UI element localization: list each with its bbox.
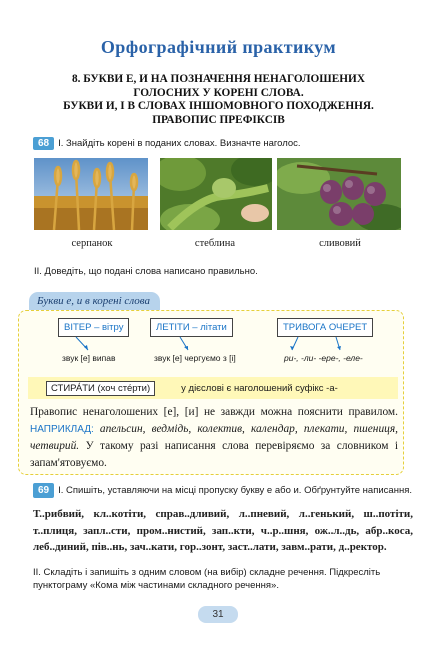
heading-line: БУКВИ И, І В СЛОВАХ ІНШОМОВНОГО ПОХОДЖЕННЯ. xyxy=(63,100,374,112)
rule-sentence: Правопис ненаголошених [е], [и] не завжди можна пояснити правилом. xyxy=(30,406,398,418)
example-word: ВІТЕР – вітру xyxy=(64,322,124,333)
rule-examples: апельсин, ведмідь, колектив, календар, плекати, пшениця, четвирий. xyxy=(30,422,398,453)
example-note: звук [е] чергуємо з [і] xyxy=(154,353,236,363)
page-title: Орфографічний практикум xyxy=(100,37,337,57)
task-text: І. Спишіть, уставляючи на місці пропуску букву е або и. Обґрунтуйте написання. xyxy=(58,485,412,496)
example-word: ТРИВОГА ОЧЕРЕТ xyxy=(283,322,368,333)
example-word: ЛЕТІТИ – літати xyxy=(156,322,227,333)
exercise-number-badge: 69 xyxy=(33,483,54,498)
rule-tab-label: Букви е, и в корені слова xyxy=(29,292,160,310)
exercise-number-badge: 68 xyxy=(33,137,54,150)
stirati-example xyxy=(28,377,398,399)
exercise-68-task2: ІІ. Доведіть, що подані слова написано правильно. xyxy=(34,266,258,277)
arrowhead-icon xyxy=(337,346,341,350)
heading-line: ПРАВОПИС ПРЕФІКСІВ xyxy=(152,113,285,126)
arrowhead-icon xyxy=(184,346,188,350)
exercise-69-task1 xyxy=(33,483,413,498)
example-note: звук [е] випав xyxy=(62,353,116,363)
image-caption: сливовий xyxy=(319,238,361,249)
page-number: 31 xyxy=(198,606,238,623)
example-note: ри-, -ли- -ере-, -еле- xyxy=(284,353,363,363)
exercise-69-task2: ІІ. Складіть і запишіть з одним словом (на вибір) складне речення. Підкресліть пунктограму «Кома між частинами складного речення». xyxy=(33,567,381,591)
heading-line: ГОЛОСНИХ У КОРЕНІ СЛОВА. xyxy=(133,86,304,99)
heading-line: 8. БУКВИ Е, И НА ПОЗНАЧЕННЯ НЕНАГОЛОШЕНИХ xyxy=(72,73,365,85)
example-label: НАПРИКЛАД: xyxy=(30,423,94,435)
image-caption: серпанок xyxy=(71,238,113,249)
exercise-69-text: Т..рибвий, кл..котіти, справ..дливий, л..пневий, л..генький, ш..потіти, т..плиця, запл..сти, пром..нистий, зап..кти, ч..р..шня, ож..л..дь, абр..коса, леб..диний, пів..нь, зач..кати, гор..зонт, заст..лати, завм..рати, д..ректор. xyxy=(33,508,413,554)
image-caption: стеблина xyxy=(194,238,236,249)
rule-text xyxy=(30,404,398,471)
stirati-word: СТИРА́ТИ (хоч сте́рти) xyxy=(46,381,155,396)
rule-sentence: У такому разі написання слова перевіряємо за словником і запам'ятовуємо. xyxy=(30,440,398,469)
task-text: І. Знайдіть корені в поданих словах. Визначте наголос. xyxy=(58,138,301,149)
stirati-note: у дієслові є наголошений суфікс -а- xyxy=(181,382,338,394)
